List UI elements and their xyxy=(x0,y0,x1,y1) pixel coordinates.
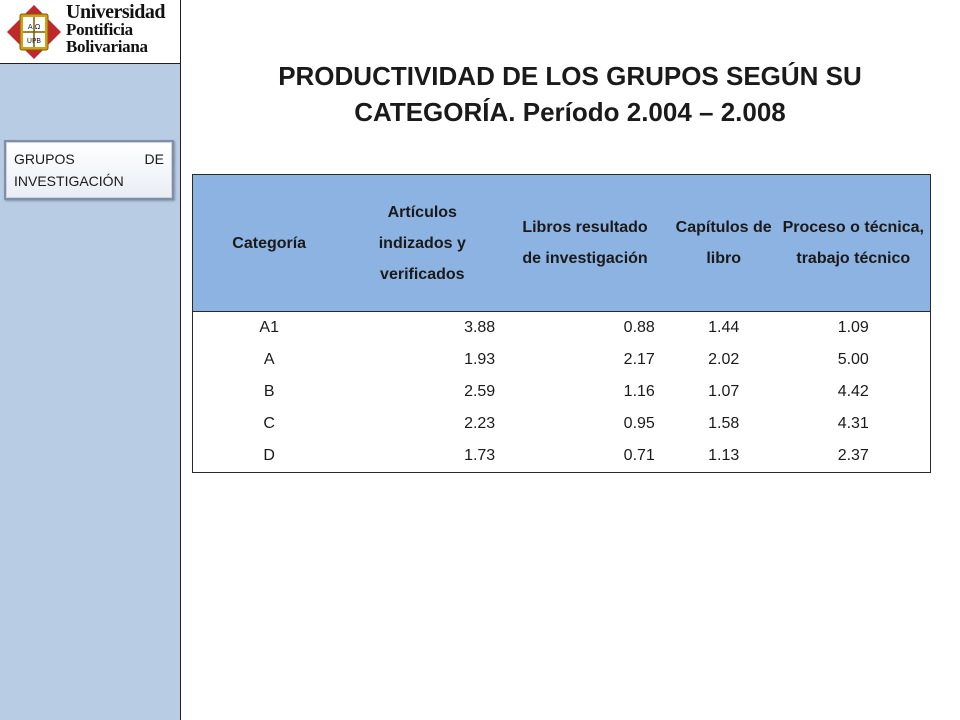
cell-articulos: 2.59 xyxy=(464,383,496,400)
cell-articulos: 2.23 xyxy=(464,415,496,432)
cell-libros: 0.95 xyxy=(623,415,655,432)
cell-proceso: 2.37 xyxy=(837,447,869,464)
cell-proceso: 1.09 xyxy=(837,319,869,336)
table-row xyxy=(193,312,931,345)
cell-capitulos: 1.44 xyxy=(708,319,740,336)
university-crest-icon xyxy=(6,4,62,60)
cell-proceso: 5.00 xyxy=(837,351,869,368)
logo-line-1: Universidad xyxy=(66,1,165,23)
cell-articulos: 3.88 xyxy=(464,319,496,336)
header-proceso: Proceso o técnica, trabajo técnico xyxy=(777,175,931,312)
logo-line-2: Pontificia xyxy=(66,20,133,39)
cell-libros: 2.17 xyxy=(623,351,655,368)
emblem-bottom-text: UPB xyxy=(26,37,42,45)
page-title xyxy=(200,58,940,130)
cell-categoria: A xyxy=(263,351,275,368)
table-row xyxy=(193,440,931,473)
title-line-2: CATEGORÍA. Período 2.004 – 2.008 xyxy=(354,97,786,127)
cell-capitulos: 1.13 xyxy=(708,447,740,464)
header-libros: Libros resultado de investigación xyxy=(511,175,671,312)
cell-articulos: 1.73 xyxy=(464,447,496,464)
cell-libros: 0.71 xyxy=(623,447,655,464)
cell-capitulos: 2.02 xyxy=(708,351,740,368)
nav-word-grupos: GRUPOS xyxy=(14,151,75,167)
cell-categoria: D xyxy=(263,447,275,464)
cell-categoria: C xyxy=(263,415,275,432)
table-row xyxy=(193,344,931,376)
title-line-1: PRODUCTIVIDAD DE LOS GRUPOS SEGÚN SU xyxy=(278,61,862,91)
logo-line-3: Bolivariana xyxy=(66,37,148,56)
productivity-table xyxy=(192,174,931,473)
logo-wordmark xyxy=(66,1,178,56)
cell-libros: 1.16 xyxy=(623,383,655,400)
cell-articulos: 1.93 xyxy=(464,351,496,368)
cell-capitulos: 1.07 xyxy=(708,383,740,400)
emblem-top-text: A Ω xyxy=(27,23,41,31)
cell-categoria: B xyxy=(263,383,275,400)
grupos-de-investigacion-button[interactable] xyxy=(4,140,174,200)
table-row xyxy=(193,408,931,440)
nav-word-investigacion: INVESTIGACIÓN xyxy=(14,173,124,189)
logo xyxy=(0,0,181,64)
header-categoria: Categoría xyxy=(193,175,346,312)
cell-capitulos: 1.58 xyxy=(708,415,740,432)
cell-proceso: 4.42 xyxy=(837,383,869,400)
cell-proceso: 4.31 xyxy=(837,415,869,432)
cell-categoria: A1 xyxy=(259,319,279,336)
header-articulos: Artículos indizados y verificados xyxy=(345,175,511,312)
table-header-row xyxy=(193,175,931,312)
header-capitulos: Capítulos de libro xyxy=(671,175,777,312)
table-row xyxy=(193,376,931,408)
nav-word-de: DE xyxy=(144,151,164,167)
cell-libros: 0.88 xyxy=(623,319,655,336)
